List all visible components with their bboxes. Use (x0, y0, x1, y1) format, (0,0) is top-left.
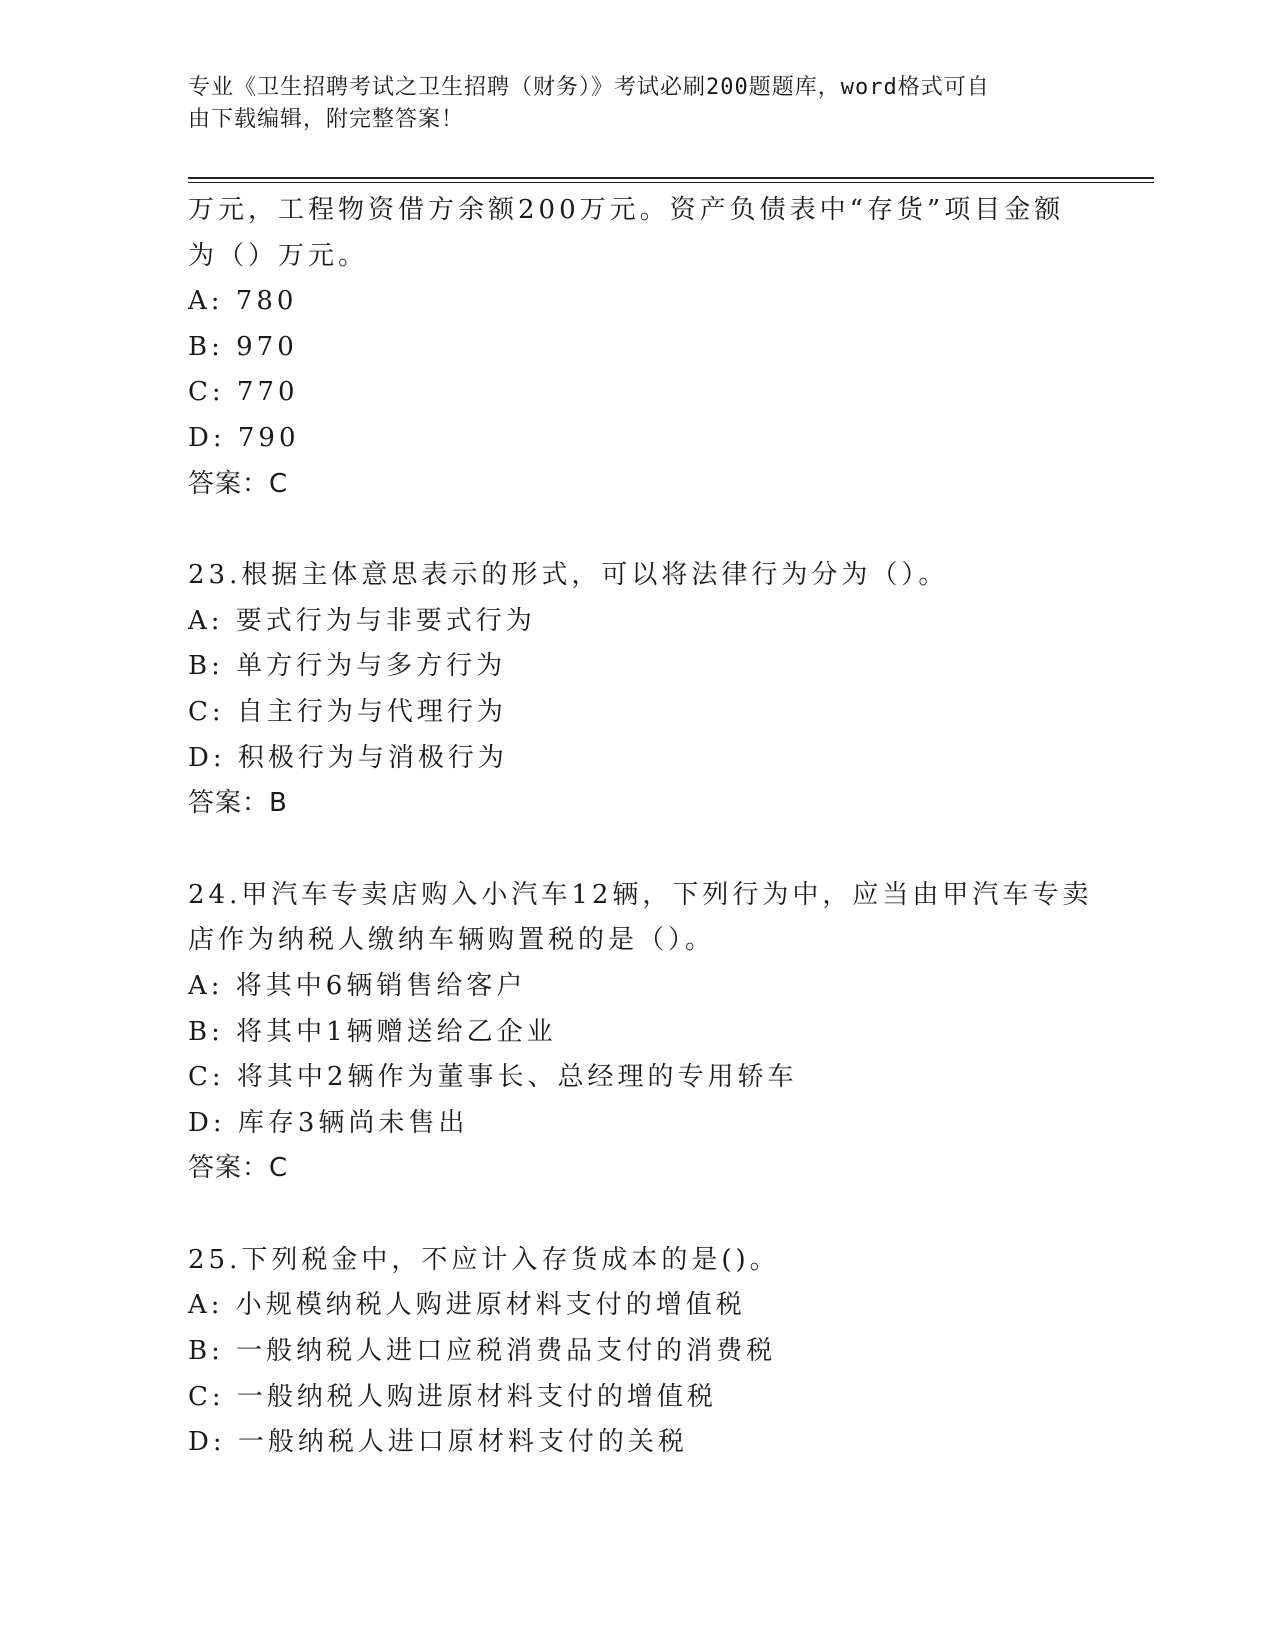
option-d: D: 库存3辆尚未售出 (188, 1107, 469, 1138)
option-b: B: 单方行为与多方行为 (188, 651, 507, 682)
option-d: D: 790 (188, 422, 300, 453)
document-header (188, 72, 1068, 136)
question-23 (188, 553, 1088, 827)
header-line-2: 由下载编辑，附完整答案！ (188, 107, 465, 132)
question-24 (188, 873, 1093, 1192)
option-b: B: 将其中1辆赠送给乙企业 (188, 1016, 557, 1047)
question-text: 23.根据主体意思表示的形式，可以将法律行为分为（）。 (188, 560, 949, 591)
header-line-1: 专业《卫生招聘考试之卫生招聘（财务）》考试必刷200题题库，word格式可自 (188, 75, 990, 100)
option-b: B: 一般纳税人进口应税消费品支付的消费税 (188, 1336, 777, 1367)
question-text-line: 为（）万元。 (188, 240, 369, 271)
option-a: A: 小规模纳税人购进原材料支付的增值税 (188, 1290, 746, 1321)
option-c: C: 自主行为与代理行为 (188, 696, 507, 727)
option-c: C: 将其中2辆作为董事长、总经理的专用轿车 (188, 1062, 798, 1093)
page-content (188, 188, 1093, 1466)
question-text-line: 24.甲汽车专卖店购入小汽车12辆，下列行为中，应当由甲汽车专卖 (188, 879, 1093, 910)
header-rule-thick (188, 177, 1154, 179)
option-a: A: 要式行为与非要式行为 (188, 605, 536, 636)
option-c: C: 一般纳税人购进原材料支付的增值税 (188, 1381, 717, 1412)
header-rule-thin (188, 182, 1154, 183)
option-a: A: 将其中6辆销售给客户 (188, 970, 527, 1001)
question-text-line: 万元，工程物资借方余额200万元。资产负债表中“存货”项目金额 (188, 195, 1065, 225)
option-d: D: 一般纳税人进口原材料支付的关税 (188, 1427, 688, 1458)
option-b: B: 970 (188, 331, 298, 362)
option-d: D: 积极行为与消极行为 (188, 742, 508, 773)
question-text: 25.下列税金中，不应计入存货成本的是()。 (188, 1244, 780, 1275)
question-text-line: 店作为纳税人缴纳车辆购置税的是（）。 (188, 925, 716, 956)
answer-label: 答案：B (188, 788, 288, 819)
option-c: C: 770 (188, 377, 299, 408)
answer-label: 答案：C (188, 468, 289, 499)
answer-label: 答案：C (188, 1153, 289, 1184)
option-a: A: 780 (188, 286, 298, 317)
question-22-continued (188, 188, 1088, 507)
question-25 (188, 1238, 1088, 1466)
